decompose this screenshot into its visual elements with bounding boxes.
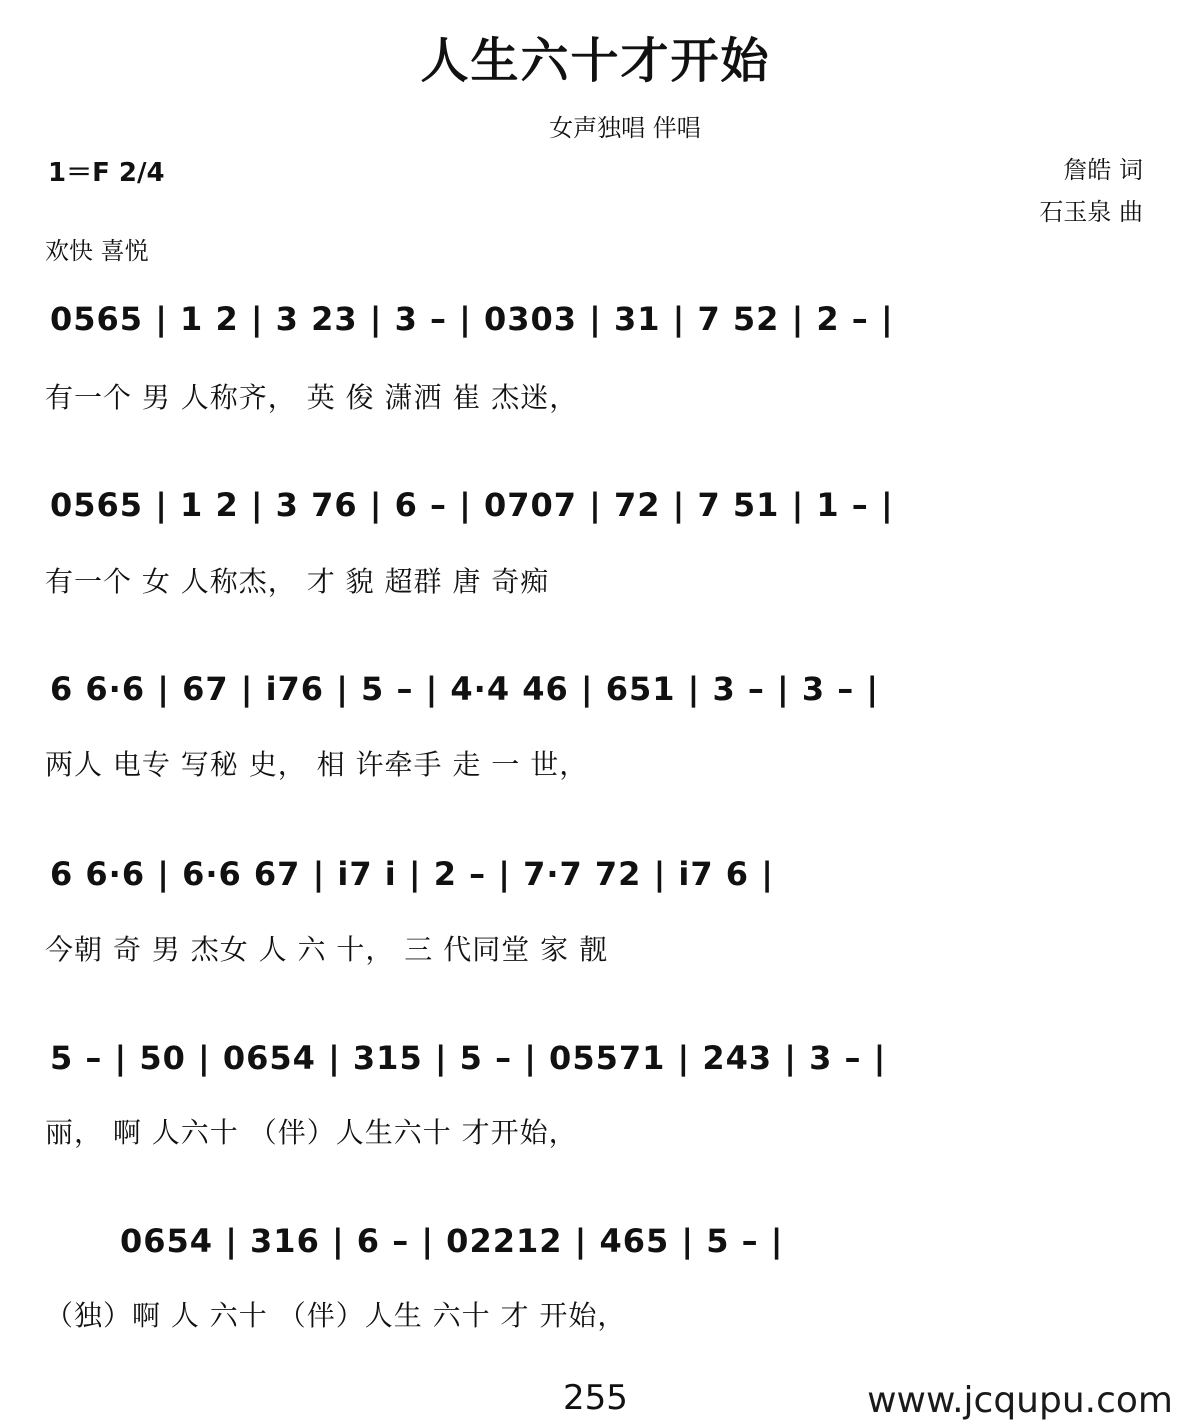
tempo-marking: 欢快 喜悦 xyxy=(45,237,149,265)
notation-line: 0565 | 1 2 | 3 76 | 6 – | 0707 | 72 | 7 51 | 1 – | xyxy=(50,486,894,524)
notation-line: 6 6·6 | 6·6 67 | i7 i | 2 – | 7·7 72 | i7 6 | xyxy=(50,855,774,893)
lyricist-credit: 詹皓 词 xyxy=(1063,156,1143,184)
notation-line: 6 6·6 | 67 | i76 | 5 – | 4·4 46 | 651 | 3 – | 3 – | xyxy=(50,670,880,708)
key-signature: 1＝F 2/4 xyxy=(48,158,165,188)
performance-note: 女声独唱 伴唱 xyxy=(549,114,701,142)
lyric-line: 有一个 男 人称齐， 英 俊 潇洒 崔 杰迷， xyxy=(45,381,579,414)
lyric-line: 今朝 奇 男 杰女 人 六 十， 三 代同堂 家 靓 xyxy=(45,933,609,966)
notation-line: 0565 | 1 2 | 3 23 | 3 – | 0303 | 31 | 7 52 | 2 – | xyxy=(50,300,894,338)
lyric-line: （独）啊 人 六十 （伴）人生 六十 才 开始， xyxy=(45,1299,627,1332)
song-title: 人生六十才开始 xyxy=(420,33,771,89)
notation-line: 5 – | 50 | 0654 | 315 | 5 – | 05571 | 243 | 3 – | xyxy=(50,1039,887,1077)
site-watermark: www.jcqupu.com xyxy=(867,1380,1173,1421)
notation-line: 0654 | 316 | 6 – | 02212 | 465 | 5 – | xyxy=(120,1222,784,1260)
lyric-line: 有一个 女 人称杰， 才 貌 超群 唐 奇痴 xyxy=(45,565,550,598)
composer-credit: 石玉泉 曲 xyxy=(1039,198,1143,226)
lyric-line: 丽， 啊 人六十 （伴）人生六十 才开始， xyxy=(45,1116,578,1149)
page-number: 255 xyxy=(563,1378,628,1418)
lyric-line: 两人 电专 写秘 史， 相 许牵手 走 一 世， xyxy=(45,748,589,781)
